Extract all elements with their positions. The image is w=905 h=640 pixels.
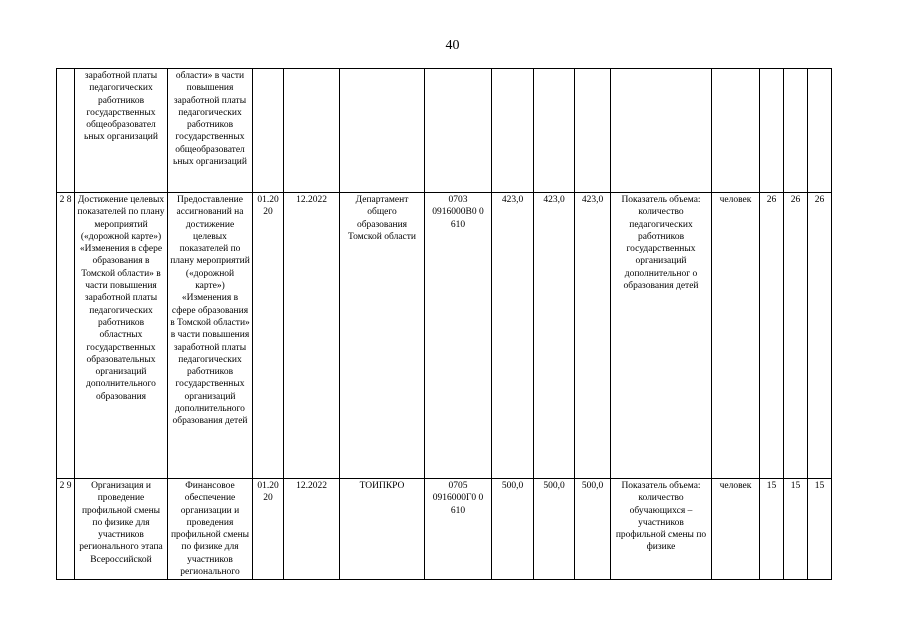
amount-year-2 — [534, 69, 575, 193]
budget-code: 0703 0916000В0 0 610 — [425, 193, 492, 479]
amount-year-2: 423,0 — [534, 193, 575, 479]
amount-year-3 — [575, 69, 611, 193]
value-year-2 — [784, 69, 808, 193]
row-index: 2 8 — [57, 193, 75, 479]
indicator: Показатель объема: количество педагогических работников государственных организаций дополнительног о образования детей — [611, 193, 712, 479]
executor: ТОИПКРО — [340, 479, 425, 580]
value-year-3: 15 — [808, 479, 832, 580]
amount-year-3: 423,0 — [575, 193, 611, 479]
table-row — [57, 193, 832, 479]
end-date: 12.2022 — [284, 479, 340, 580]
executor — [340, 69, 425, 193]
event-name: заработной платы педагогических работников государственных общеобразовател ьных организаций — [75, 69, 168, 193]
amount-year-1 — [492, 69, 534, 193]
budget-code — [425, 69, 492, 193]
start-date: 01.20 20 — [253, 479, 284, 580]
start-date — [253, 69, 284, 193]
budget-code: 0705 0916000Г0 0 610 — [425, 479, 492, 580]
executor: Департамент общего образования Томской области — [340, 193, 425, 479]
end-date: 12.2022 — [284, 193, 340, 479]
amount-year-1: 423,0 — [492, 193, 534, 479]
end-date — [284, 69, 340, 193]
amount-year-1: 500,0 — [492, 479, 534, 580]
event-result: области» в части повышения заработной платы педагогических работников государственных общеобразовател ьных организаций — [168, 69, 253, 193]
value-year-3 — [808, 69, 832, 193]
start-date: 01.20 20 — [253, 193, 284, 479]
value-year-2: 26 — [784, 193, 808, 479]
table-row — [57, 479, 832, 580]
amount-year-2: 500,0 — [534, 479, 575, 580]
row-index — [57, 69, 75, 193]
indicator: Показатель объема: количество обучающихся – участников профильной смены по физике — [611, 479, 712, 580]
value-year-1 — [760, 69, 784, 193]
activities-table — [56, 68, 832, 580]
event-name: Организация и проведение профильной смены по физике для участников регионального этапа Всероссийской — [75, 479, 168, 580]
value-year-2: 15 — [784, 479, 808, 580]
event-name: Достижение целевых показателей по плану мероприятий («дорожной карте») «Изменения в сфере образования в Томской области» в части повышения заработной платы педагогических работников областных государственных образовательных организаций дополнительного образования — [75, 193, 168, 479]
value-year-1: 15 — [760, 479, 784, 580]
page-number: 40 — [445, 38, 460, 53]
unit — [712, 69, 760, 193]
table-row — [57, 69, 832, 193]
event-result: Финансовое обеспечение организации и проведения профильной смены по физике для участников регионального — [168, 479, 253, 580]
amount-year-3: 500,0 — [575, 479, 611, 580]
row-index: 2 9 — [57, 479, 75, 580]
event-result: Предоставление ассигнований на достижение целевых показателей по плану мероприятий («дорожной карте») «Изменения в сфере образования в Томской области» в части повышения заработной платы педагогических работников государственных организаций дополнительного образования детей — [168, 193, 253, 479]
indicator — [611, 69, 712, 193]
unit: человек — [712, 193, 760, 479]
value-year-1: 26 — [760, 193, 784, 479]
value-year-3: 26 — [808, 193, 832, 479]
unit: человек — [712, 479, 760, 580]
